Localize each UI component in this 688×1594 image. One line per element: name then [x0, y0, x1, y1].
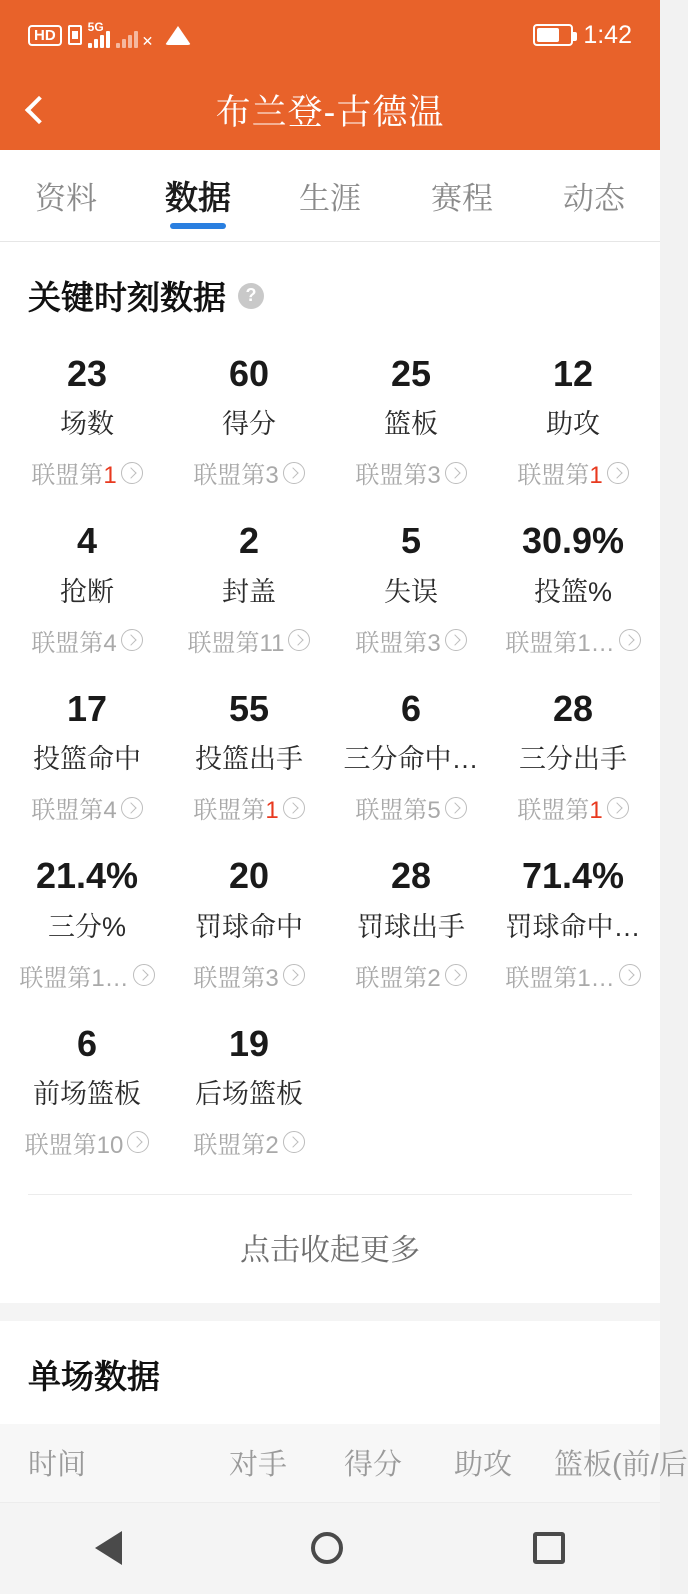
stat-rank[interactable]: [19, 958, 154, 993]
tab-profile-label: 资料: [35, 181, 97, 216]
tab-active-indicator: [170, 223, 226, 229]
content-scroll-area[interactable]: [0, 242, 688, 1502]
page-title: 布兰登-古德温: [215, 93, 445, 132]
stat-rank-number: 2: [265, 1131, 279, 1159]
rank-detail-chevron-icon[interactable]: [283, 462, 305, 484]
stat-label: 封盖: [222, 576, 276, 607]
nav-home-icon[interactable]: [311, 1532, 343, 1564]
wifi-icon: [165, 26, 191, 45]
app-header: [0, 70, 660, 150]
system-nav-bar: [0, 1502, 660, 1594]
stat-cell[interactable]: [168, 339, 330, 506]
stat-rank-number: 1…: [577, 629, 615, 657]
stat-value: 6: [400, 687, 422, 729]
stat-label: 后场篮板: [195, 1078, 303, 1109]
rank-detail-chevron-icon[interactable]: [121, 797, 143, 819]
stat-rank-number: 4: [103, 629, 117, 657]
tab-news-label: 动态: [563, 181, 625, 216]
stat-rank-label: 联盟第1: [517, 462, 603, 490]
stat-rank[interactable]: [25, 1125, 150, 1160]
rank-detail-chevron-icon[interactable]: [445, 462, 467, 484]
stat-value: 28: [552, 687, 594, 729]
stat-label: 罚球命中…: [505, 911, 641, 942]
stat-label: 篮板: [384, 409, 438, 440]
tab-profile[interactable]: [0, 150, 132, 241]
stat-rank-label: 联盟第10: [24, 1131, 124, 1159]
stat-label: 罚球命中: [195, 911, 303, 942]
stat-value: 21.4%: [35, 855, 139, 897]
stat-label: 投篮%: [533, 576, 612, 607]
key-stats-card: [0, 242, 660, 1303]
key-stats-grid: [0, 329, 660, 1176]
stat-cell[interactable]: [168, 674, 330, 841]
stat-rank-label: 联盟第3: [193, 964, 279, 992]
column-header-points: 得分: [343, 1449, 402, 1482]
rank-detail-chevron-icon[interactable]: [121, 462, 143, 484]
tab-stats-label: 数据: [165, 179, 231, 216]
column-header-opponent: 对手: [228, 1449, 287, 1482]
stat-label: 得分: [222, 409, 276, 440]
nav-back-icon[interactable]: [95, 1531, 122, 1565]
stat-cell[interactable]: [168, 841, 330, 1008]
hd-icon: HD: [28, 25, 62, 46]
rank-detail-chevron-icon[interactable]: [445, 797, 467, 819]
stat-cell[interactable]: [6, 674, 168, 841]
stat-rank-label: 联盟第5: [355, 797, 441, 825]
stat-value: 55: [228, 687, 270, 729]
signal-secondary-icon: [116, 22, 154, 48]
sim-icon: [68, 25, 82, 45]
stat-rank-label: 联盟第1: [193, 797, 279, 825]
stat-value: 6: [76, 1022, 98, 1064]
stat-cell[interactable]: [330, 339, 492, 506]
stat-rank-number: 3: [265, 462, 279, 490]
stat-rank-label: 联盟第4: [31, 629, 117, 657]
stat-rank-number: 4: [103, 797, 117, 825]
stat-value: 19: [228, 1022, 270, 1064]
rank-detail-chevron-icon[interactable]: [127, 1131, 149, 1153]
stat-label: 三分命中…: [343, 744, 479, 775]
key-stats-title: 关键时刻数据: [28, 279, 226, 316]
stat-rank-number: 1…: [577, 964, 615, 992]
stat-rank-number: 3: [265, 964, 279, 992]
stat-rank-label: 联盟第3: [355, 462, 441, 490]
stat-rank-number: 1: [589, 797, 603, 825]
rank-detail-chevron-icon[interactable]: [133, 964, 155, 986]
stat-rank-label: 联盟第1…: [505, 964, 615, 992]
stat-rank[interactable]: [31, 623, 142, 658]
rank-detail-chevron-icon[interactable]: [283, 797, 305, 819]
stat-label: 投篮命中: [33, 744, 141, 775]
question-mark-icon[interactable]: ?: [238, 283, 264, 309]
tab-career-label: 生涯: [299, 181, 361, 216]
stat-value: 71.4%: [521, 855, 625, 897]
stat-rank-number: 1…: [91, 964, 129, 992]
stat-rank-label: 联盟第3: [193, 462, 279, 490]
rank-detail-chevron-icon[interactable]: [445, 629, 467, 651]
stat-value: 2: [238, 520, 260, 562]
stat-label: 场数: [60, 409, 114, 440]
stat-value: 17: [66, 687, 108, 729]
column-header-rebounds: 篮板(前/后: [554, 1449, 688, 1482]
stat-rank[interactable]: [193, 790, 304, 825]
tab-stats[interactable]: [132, 150, 264, 241]
single-game-title: 单场数据: [0, 1321, 660, 1424]
stat-rank[interactable]: [193, 455, 304, 490]
stat-rank-number: 3: [427, 462, 441, 490]
stat-rank-number: 1: [103, 462, 117, 490]
rank-detail-chevron-icon[interactable]: [607, 797, 629, 819]
stat-rank[interactable]: [517, 790, 628, 825]
clock-label: 1:42: [583, 20, 632, 49]
stat-rank-label: 联盟第11: [187, 629, 285, 657]
stat-rank-number: 3: [427, 629, 441, 657]
stat-cell[interactable]: [168, 506, 330, 673]
stat-value: 4: [76, 520, 98, 562]
stat-rank[interactable]: [193, 1125, 304, 1160]
stat-rank-label: 联盟第2: [193, 1131, 279, 1159]
stat-label: 失误: [384, 576, 438, 607]
stat-rank-number: 1: [589, 462, 603, 490]
column-header-time: 时间: [28, 1449, 87, 1482]
rank-detail-chevron-icon[interactable]: [445, 964, 467, 986]
stat-rank[interactable]: [355, 623, 466, 658]
stat-cell[interactable]: [6, 841, 168, 1008]
stat-label: 三分%: [47, 911, 126, 942]
stat-value: 20: [228, 855, 270, 897]
stat-value: 30.9%: [521, 520, 625, 562]
status-bar: [0, 0, 660, 70]
stat-rank-label: 联盟第3: [355, 629, 441, 657]
stat-rank[interactable]: [517, 455, 628, 490]
single-game-table-header: [0, 1424, 688, 1502]
stat-label: 投篮出手: [195, 744, 303, 775]
stat-rank[interactable]: [193, 958, 304, 993]
stat-cell[interactable]: [330, 674, 492, 841]
back-button[interactable]: [0, 70, 70, 150]
stat-cell[interactable]: [330, 506, 492, 673]
stat-rank-label: 联盟第4: [31, 797, 117, 825]
stat-value: 60: [228, 353, 270, 394]
stat-rank-label: 联盟第1…: [19, 964, 129, 992]
tab-schedule[interactable]: [396, 150, 528, 241]
single-game-card: [0, 1321, 688, 1502]
back-chevron-icon: [25, 96, 53, 124]
stat-rank[interactable]: [355, 455, 466, 490]
stat-cell[interactable]: [6, 1009, 168, 1176]
status-bar-right: [533, 21, 632, 50]
stat-rank-number: 1: [265, 797, 279, 825]
tab-bar: [0, 150, 660, 242]
key-stats-header: [0, 242, 660, 329]
stat-rank[interactable]: [31, 790, 142, 825]
stat-rank-number: 11: [259, 629, 285, 657]
stat-cell[interactable]: [330, 841, 492, 1008]
stat-rank[interactable]: [31, 455, 142, 490]
no-service-x-icon: ✕: [141, 33, 154, 49]
network-type-label: 5G: [87, 20, 104, 34]
collapse-toggle[interactable]: 点击收起更多: [240, 1233, 420, 1267]
tab-news[interactable]: [528, 150, 660, 241]
stat-cell[interactable]: [6, 339, 168, 506]
rank-detail-chevron-icon[interactable]: [283, 1131, 305, 1153]
status-bar-left: [28, 22, 191, 48]
rank-detail-chevron-icon[interactable]: [619, 964, 641, 986]
stat-rank[interactable]: [505, 958, 640, 993]
stat-rank[interactable]: [355, 958, 466, 993]
stat-rank-label: 联盟第1…: [505, 629, 615, 657]
stat-value: 25: [390, 353, 432, 394]
stat-rank[interactable]: [188, 623, 311, 658]
stat-label: 助攻: [546, 409, 600, 440]
nav-recents-icon[interactable]: [533, 1532, 565, 1564]
stat-value: 12: [552, 353, 594, 394]
stat-label: 罚球出手: [357, 911, 465, 942]
rank-detail-chevron-icon[interactable]: [121, 629, 143, 651]
battery-icon: [533, 24, 573, 46]
signal-icon: [88, 22, 110, 48]
tab-schedule-label: 赛程: [431, 181, 493, 216]
stat-value: 5: [400, 520, 422, 562]
stat-rank-label: 联盟第1: [517, 797, 603, 825]
section-gap: [0, 1303, 660, 1321]
signal-bars-secondary: [116, 30, 138, 48]
rank-detail-chevron-icon[interactable]: [288, 629, 310, 651]
stat-value: 23: [66, 353, 108, 394]
stat-rank[interactable]: [355, 790, 466, 825]
stat-cell[interactable]: [168, 1009, 330, 1176]
tab-career[interactable]: [264, 150, 396, 241]
stat-cell[interactable]: [6, 506, 168, 673]
stat-cell[interactable]: [492, 339, 654, 506]
rank-detail-chevron-icon[interactable]: [283, 964, 305, 986]
stat-value: 28: [390, 855, 432, 897]
stat-label: 三分出手: [519, 744, 627, 775]
stat-label: 前场篮板: [33, 1078, 141, 1109]
stat-rank-label: 联盟第1: [31, 462, 117, 490]
stat-label: 抢断: [60, 576, 114, 607]
stat-cell[interactable]: [492, 841, 654, 1008]
column-header-assists: 助攻: [453, 1449, 512, 1482]
stat-cell[interactable]: [492, 506, 654, 673]
stat-rank[interactable]: [505, 623, 640, 658]
stat-rank-number: 2: [427, 964, 441, 992]
stat-rank-number: 10: [96, 1131, 124, 1159]
stat-rank-label: 联盟第2: [355, 964, 441, 992]
rank-detail-chevron-icon[interactable]: [607, 462, 629, 484]
rank-detail-chevron-icon[interactable]: [619, 629, 641, 651]
stat-cell[interactable]: [492, 674, 654, 841]
stat-rank-number: 5: [427, 797, 441, 825]
